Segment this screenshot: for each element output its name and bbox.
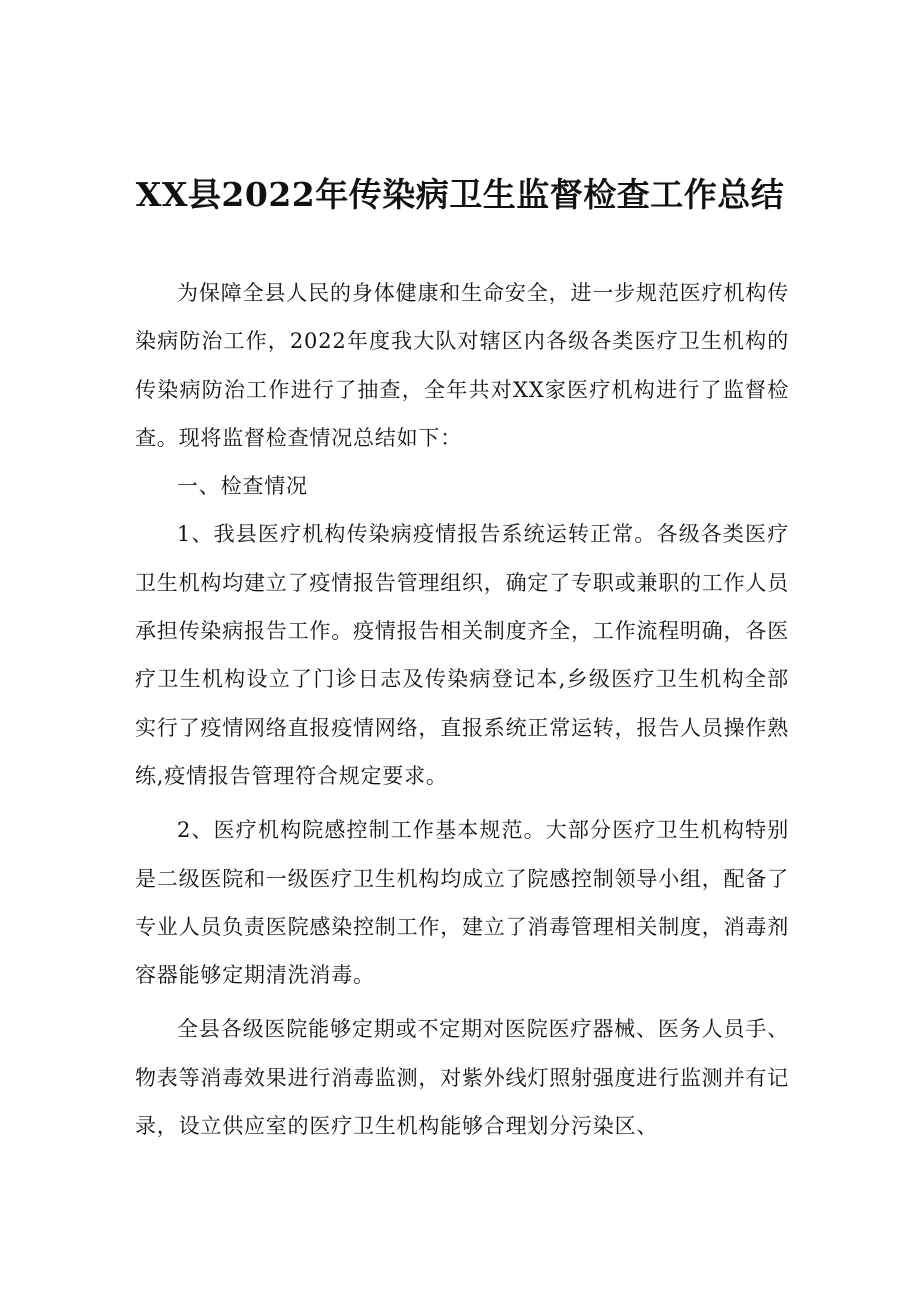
document-title: XX县2022年传染病卫生监督检查工作总结 — [135, 175, 785, 214]
paragraph-intro: 为保障全县人民的身体健康和生命安全，进一步规范医疗机构传染病防治工作，2022年度我大队对辖区内各级各类医疗卫生机构的传染病防治工作进行了抽查，全年共对XX家医疗机构进行了监督检查。现将监督检查情况总结如下： — [135, 281, 789, 450]
section-heading-inspection: 一、检查情况 — [177, 474, 308, 499]
paragraph-item-1: 1、我县医疗机构传染病疫情报告系统运转正常。各级各类医疗卫生机构均建立了疫情报告管理组织，确定了专职或兼职的工作人员承担传染病报告工作。疫情报告相关制度齐全，工作流程明确，各医疗卫生机构设立了门诊日志及传染病登记本,乡级医疗卫生机构全部实行了疫情网络直报疫情网络，直报系统正常运转，报告人员操作熟练,疫情报告管理符合规定要求。 — [135, 522, 789, 788]
paragraph-disinfection: 全县各级医院能够定期或不定期对医院医疗器械、医务人员手、物表等消毒效果进行消毒监测，对紫外线灯照射强度进行监测并有记录，设立供应室的医疗卫生机构能够合理划分污染区、 — [135, 1017, 789, 1139]
document-body — [135, 269, 789, 1150]
paragraph-item-2: 2、医疗机构院感控制工作基本规范。大部分医疗卫生机构特别是二级医院和一级医疗卫生机构均成立了院感控制领导小组，配备了专业人员负责医院感染控制工作，建立了消毒管理相关制度，消毒剂容器能够定期清洗消毒。 — [135, 818, 789, 988]
